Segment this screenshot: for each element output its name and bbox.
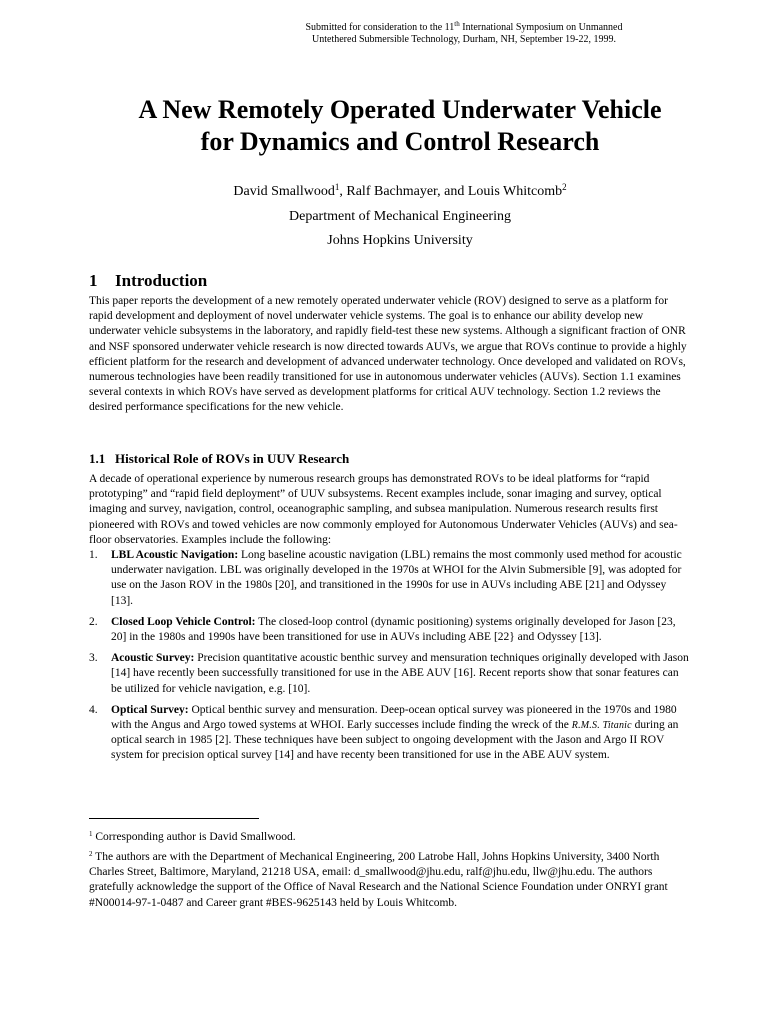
footnote-mark: 2 (89, 850, 93, 858)
superscript: th (454, 20, 460, 28)
examples-list (89, 548, 689, 770)
subsection-heading-historical-role (89, 450, 349, 467)
footnote-mark: 2 (562, 182, 567, 192)
subsection-number: 1.1 (89, 451, 106, 466)
author-name: David Smallwood (233, 184, 335, 199)
footnote-divider (89, 818, 259, 819)
footnote-mark: 1 (334, 182, 340, 192)
submission-note-text: International Symposium on Unmanned (459, 22, 623, 33)
list-item-heading: Optical Survey: (111, 703, 189, 716)
author-name: , Ralf Bachmayer, and Louis Whitcomb (339, 184, 563, 199)
title-line-2: for Dynamics and Control Research (200, 127, 600, 156)
list-number: 4. (89, 703, 98, 716)
footnote-text: The authors are with the Department of Mechanical Engineering, 200 Latrobe Hall, Johns Hopkins University, 3400 North Charles Street, Baltimore, Maryland, 21218 USA, email: d_smallwood@jhu.edu, ralf@jhu.edu, llw@jhu.edu. The authors gratefully acknowledge the support of the Office of Naval Research and the National Science Foundation under ONRYI grant #N00014-97-1-0487 and Career grant #BES-9625143 held by Louis Whitcomb. (89, 851, 668, 909)
list-number: 3. (89, 652, 98, 665)
list-item (89, 703, 689, 764)
section-heading-introduction (89, 270, 207, 292)
list-number: 2. (89, 615, 98, 628)
submission-note-line2: Untethered Submersible Technology, Durham, NH, September 19-22, 1999. (312, 34, 616, 45)
footnote-1 (89, 830, 689, 845)
submission-note (244, 22, 684, 46)
section-title: Introduction (115, 271, 208, 290)
historical-role-paragraph: A decade of operational experience by numerous research groups has demonstrated ROVs to be ideal platforms for “rapid prototyping” and “rapid field deployment” of UUV subsystems. Recent examples include, sonar imaging and survey, optical imaging and survey, navigation, control, oceanographic sampling, and subsea manipulation. Numerous research results first pioneered with ROVs and towed vehicles are now commonly employed for Autonomous Underwater Vehicles (AUVs) and sea-floor observatories. Examples include the following: (89, 473, 678, 546)
footnote-2 (89, 850, 689, 911)
introduction-paragraph: This paper reports the development of a new remotely operated underwater vehicle (ROV) designed to serve as a platform for rapid development and deployment of novel underwater vehicle systems. The goal is to enhance our ability develop new underwater vehicle subsystems in the laboratory, and rapidly field-test these new systems. Although a significant fraction of ONR and NSF sponsored underwater vehicle research is now directed towards AUVs, we argue that ROVs continue to provide a highly efficient platform for the research and development of advanced underwater technology. Once developed and validated on ROVs, numerous technologies have been readily transitioned for use in autonomous underwater vehicles (AUVs). Section 1.1 examines several contexts in which ROVs have served as development platforms for critical AUV technology. Section 1.2 reviews the desired performance specifications for the new vehicle. (89, 295, 687, 414)
list-item-text: Precision quantitative acoustic benthic survey and mensuration techniques originally developed with Jason [14] have recently been successfully transitioned for use in the ABE AUV [16]. Recent reports show that sonar features can be utilized for vehicle navigation, e.g. [10]. (111, 652, 689, 695)
department: Department of Mechanical Engineering (289, 209, 511, 224)
submission-note-text: Submitted for consideration to the 11 (305, 22, 455, 33)
list-item (89, 615, 689, 645)
list-item-heading: Acoustic Survey: (111, 652, 195, 665)
list-item-text: Optical benthic survey and mensuration. Deep-ocean optical survey was pioneered in the 1970s and 1980 with the Angus and Argo towed systems at WHOI. Early successes include finding the wreck of the (111, 703, 677, 732)
ship-name: R.M.S. Titanic (571, 720, 632, 732)
footnote-text: Corresponding author is David Smallwood. (92, 831, 296, 843)
list-item (89, 651, 689, 697)
list-item-heading: Closed Loop Vehicle Control: (111, 615, 256, 628)
university: Johns Hopkins University (327, 233, 473, 248)
list-item-text: during an optical search in 1985 [2]. These techniques have been subject to ongoing development with the Jason and Argo II ROV system for precision optical survey [14] and have recenty been transitioned for use in the ABE AUV system. (111, 719, 679, 762)
section-number: 1 (89, 271, 98, 290)
subsection-title: Historical Role of ROVs in UUV Research (115, 451, 350, 466)
list-item (89, 548, 689, 609)
list-number: 1. (89, 549, 98, 561)
submission-note-line1 (244, 22, 684, 34)
author-list (60, 183, 740, 201)
title-line-1: A New Remotely Operated Underwater Vehicle (138, 95, 662, 124)
list-item-text: The closed-loop control (dynamic positioning) systems originally developed for Jason [23, 20] in the 1980s and 1990s have been transitioned for use in AUVs including ABE [22} and Odyssey [13]. (111, 615, 676, 644)
paper-title (60, 94, 740, 158)
footnote-mark: 1 (89, 830, 93, 838)
list-item-text: Long baseline acoustic navigation (LBL) remains the most commonly used method for acoustic underwater navigation. LBL was originally developed in the 1970s at WHOI for the Alvin Submersible [9], was adopted for use on the Jason ROV in the 1980s [20], and transitioned in the 1990s for use in AUVs including ABE [21] and Odyssey [13]. (111, 549, 682, 607)
list-item-heading: LBL Acoustic Navigation: (111, 549, 239, 561)
